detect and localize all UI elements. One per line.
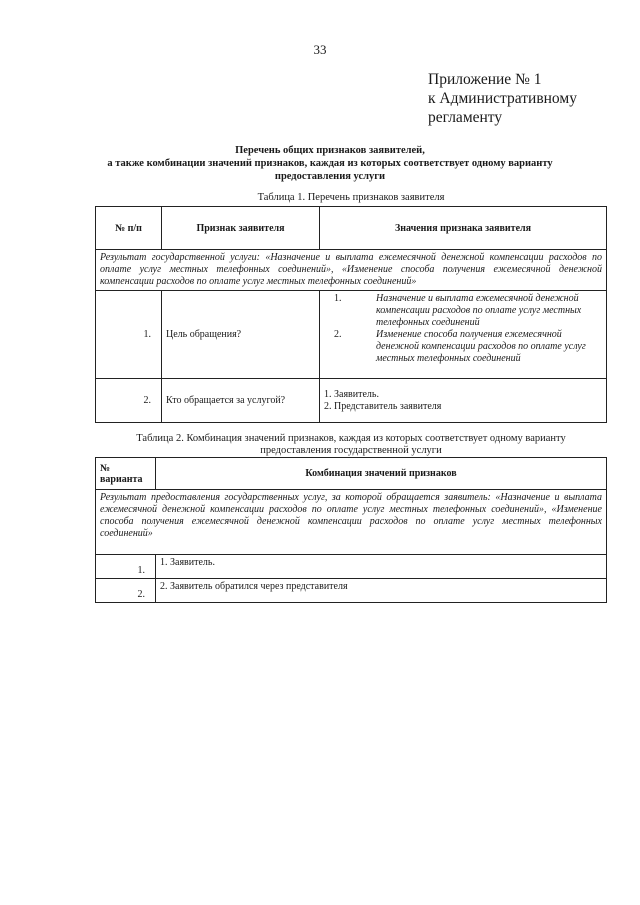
value-text: 1. Заявитель. xyxy=(324,388,379,400)
table1-caption: Таблица 1. Перечень признаков заявителя xyxy=(257,192,445,203)
value-number: 1. xyxy=(334,293,342,304)
list-item xyxy=(324,329,602,365)
appendix-heading xyxy=(428,70,577,127)
table1-applicant-features xyxy=(95,206,607,423)
table1-row1-num: 1. xyxy=(96,291,162,379)
table2-row1-text: 1. Заявитель. xyxy=(156,555,607,579)
table2-row2-text: 2. Заявитель обратился через представителя xyxy=(156,579,607,603)
appendix-line-1: Приложение № 1 xyxy=(428,71,542,88)
table1-row1-feature: Цель обращения? xyxy=(162,291,320,379)
table1-row2-num: 2. xyxy=(96,379,162,423)
table2-header-row xyxy=(96,458,607,490)
value-number: 2. xyxy=(334,329,342,340)
title-line-2: а также комбинации значений признаков, каждая из которых соответствует одному варианту xyxy=(107,158,553,169)
table2-header-combination: Комбинация значений признаков xyxy=(156,458,607,490)
table2-row1-num: 1. xyxy=(96,555,156,579)
table1-result-row xyxy=(96,250,607,291)
value-text: Назначение и выплата ежемесячной денежной компенсации расходов по оплате услуг местных телефонных соединений xyxy=(376,293,582,328)
table-row xyxy=(96,291,607,379)
table1-result-text: Результат государственной услуги: «Назначение и выплата ежемесячной денежной компенсации расходов по оплате услуг местных телефонных соединений», «Изменение способа получения ежемесячной денежной компенсации расходов по оплате услуг местных телефонных соединений» xyxy=(96,250,607,291)
table2-header-num: № варианта xyxy=(96,458,156,490)
value-text: Изменение способа получения ежемесячной денежной компенсации расходов по оплате услуг местных телефонных соединений xyxy=(376,329,586,364)
table2-result-text: Результат предоставления государственных услуг, за которой обращается заявитель: «Назначение и выплата ежемесячной денежной компенсации расходов по оплате услуг местных телефонных соединений», «Изменение способа получения ежемесячной денежной компенсации расходов по оплате услуг местных телефонных соединений» xyxy=(96,490,607,555)
table1-row2-values xyxy=(320,379,607,423)
table1-header-row xyxy=(96,207,607,250)
table2-variant-combinations xyxy=(95,457,607,603)
table1-row1-values xyxy=(320,291,607,379)
document-title xyxy=(80,144,580,183)
table1-header-values: Значения признака заявителя xyxy=(320,207,607,250)
appendix-line-2: к Административному xyxy=(428,90,577,107)
table2-caption-line-1: Таблица 2. Комбинация значений признаков, каждая из которых соответствует одному варианту xyxy=(136,433,566,444)
title-line-3: предоставления услуги xyxy=(274,171,386,182)
table1-header-num: № п/п xyxy=(96,207,162,250)
table1-header-feature: Признак заявителя xyxy=(162,207,320,250)
appendix-line-3: регламенту xyxy=(428,109,503,126)
table1-row2-feature: Кто обращается за услугой? xyxy=(162,379,320,423)
table-row xyxy=(96,555,607,579)
list-item xyxy=(324,293,602,329)
table-row xyxy=(96,579,607,603)
title-line-1: Перечень общих признаков заявителей, xyxy=(235,145,425,156)
table2-row2-num: 2. xyxy=(96,579,156,603)
table2-result-row xyxy=(96,490,607,555)
value-text: 2. Представитель заявителя xyxy=(324,400,442,412)
table2-caption-line-2: предоставления государственной услуги xyxy=(260,445,442,456)
table2-caption xyxy=(95,433,607,457)
table-row xyxy=(96,379,607,423)
page-number: 33 xyxy=(313,42,327,57)
